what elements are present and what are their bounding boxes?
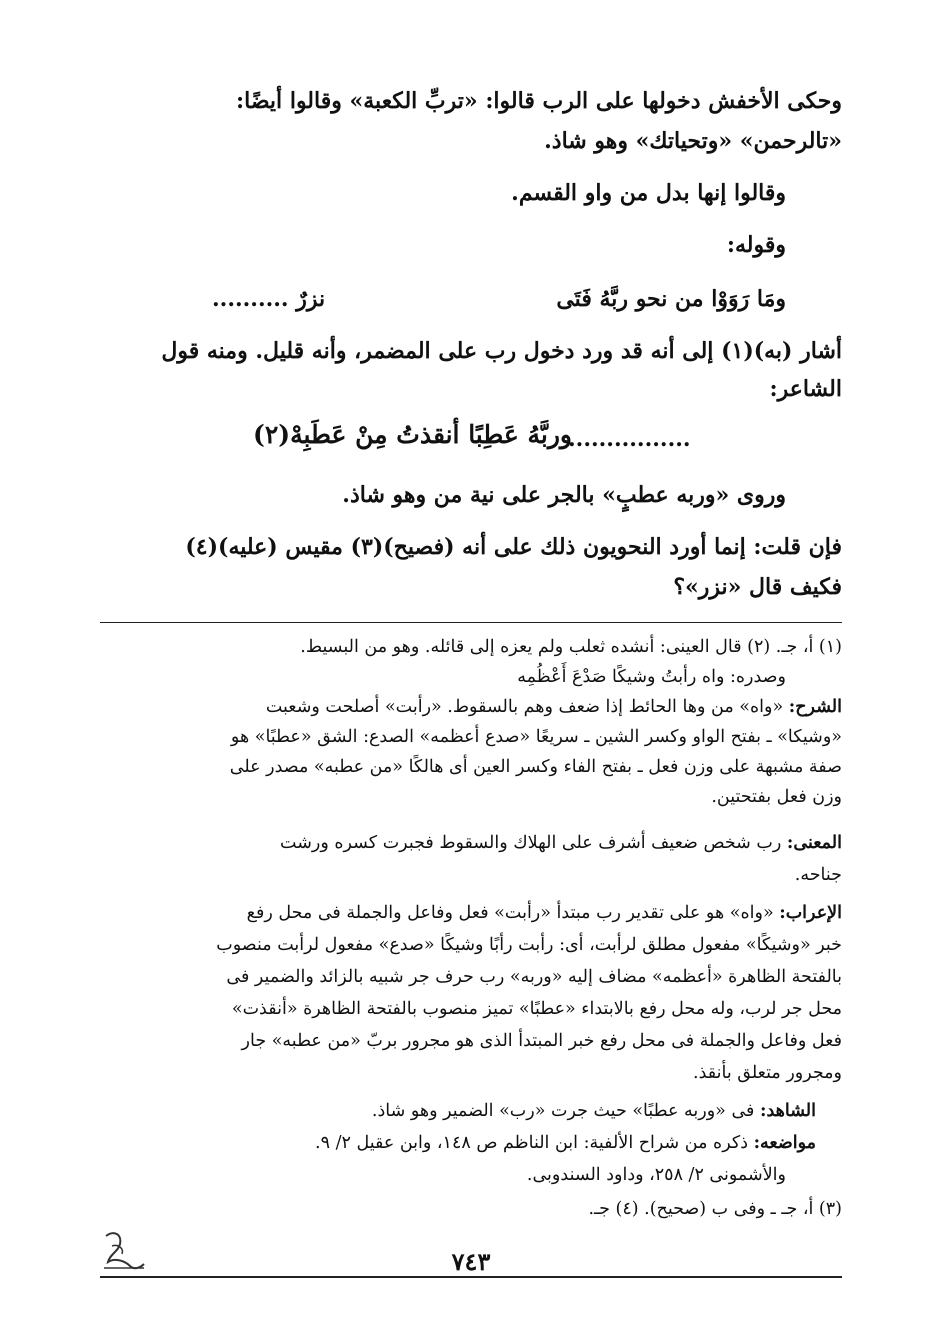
shahid-label: الشاهد: — [759, 1101, 816, 1121]
footnote-line: «وشيكا» ـ بفتح الواو وكسر الشين ـ سريعًا «صدع أعظمه» الصدع: الشق «عطبًا» هو — [230, 727, 842, 747]
footnote-line — [266, 694, 842, 720]
footnote-line: صفة مشبهة على وزن فعل ـ بفتح الفاء وكسر العين أى هالكًا «من عطبه» مصدر على — [229, 757, 842, 777]
verse-second-hemistich: نزرٌ .......... — [212, 286, 326, 312]
verse-dots: ................ — [568, 426, 691, 452]
verse-hemistich: وربَّهُ عَطِبًا أنقذتُ مِنْ عَطَبِهْ(٢) — [252, 420, 572, 449]
page-number: ٧٤٣ — [451, 1247, 491, 1276]
body-line: فكيف قال «نزر»؟ — [673, 574, 842, 600]
shahid-text: فى «وربه عطبًا» حيث جرت «رب» الضمير وهو شاذ. — [371, 1101, 755, 1121]
body-line: وقالوا إنها بدل من واو القسم. — [511, 180, 786, 206]
footnote-separator — [100, 622, 842, 623]
maana-text: رب شخص ضعيف أشرف على الهلاك والسقوط فجبرت كسره ورشت — [280, 833, 782, 853]
irab-text: «واه» هو على تقدير رب مبتدأ «رأبت» فعل وفاعل والجملة فى محل رفع — [246, 903, 774, 923]
footnote-line — [315, 1130, 816, 1156]
footnote-line: وزن فعل بفتحتين. — [711, 787, 842, 807]
body-line: الشاعر: — [769, 376, 842, 402]
footnote-line: جناحه. — [794, 865, 842, 885]
footnote-line: ومجرور متعلق بأنقذ. — [693, 1063, 842, 1083]
body-line: وروى «وربه عطبٍ» بالجر على نية من وهو شاذ. — [342, 482, 786, 508]
mawadi-label: مواضعه: — [753, 1133, 816, 1153]
page-bottom-rule — [100, 1276, 842, 1278]
footnote-line — [247, 900, 842, 926]
footnote-line: وصدره: واه رأبتُ وشيكًا صَدْعَ أَعْظُمِه — [517, 667, 786, 687]
footnote-line: والأشمونى ٢/ ٢٥٨، وداود السندوبى. — [526, 1165, 786, 1185]
footnote-line: (١) أ، جـ. (٢) قال العينى: أنشده ثعلب ولم يعزه إلى قائله. وهو من البسيط. — [300, 637, 842, 657]
maana-label: المعنى: — [786, 833, 842, 853]
verse-first-hemistich: ومَا رَوَوْا من نحو ربَّهُ فَتَى — [556, 286, 786, 312]
body-line: وقوله: — [726, 232, 786, 258]
footnote-line: محل جر لرب، وله محل رفع بالابتداء «عطبًا» تميز منصوب بالفتحة الظاهرة «أنقذت» — [231, 999, 842, 1019]
footnote-line: فعل وفاعل والجملة فى محل رفع خبر المبتدأ الذى هو مجرور بربّ «من عطبه» جار — [241, 1031, 842, 1051]
body-line: وحكى الأخفش دخولها على الرب قالوا: «تربِّ الكعبة» وقالوا أيضًا: — [236, 88, 842, 114]
footnote-line: بالفتحة الظاهرة «أعظمه» مضاف إليه «وربه» رب حرف جر شبيه بالزائد والضمير فى — [226, 967, 842, 987]
body-line: فإن قلت: إنما أورد النحويون ذلك على أنه (فصيح)(٣) مقيس (عليه)(٤) — [185, 534, 842, 560]
irab-label: الإعراب: — [779, 903, 842, 923]
footnote-line — [372, 1098, 816, 1124]
footnote-line: خبر «وشيكًا» مفعول مطلق لرأبت، أى: رأبت رأبًا وشيكًا «صدع» مفعول لرأبت منصوب — [216, 935, 842, 955]
body-line: أشار (به)(١) إلى أنه قد ورد دخول رب على المضمر، وأنه قليل. ومنه قول — [161, 338, 842, 364]
footnote-line: (٣) أ، جـ ـ وفى ب (صحيح). (٤) جـ. — [588, 1199, 842, 1219]
body-line: «تالرحمن» «وتحياتك» وهو شاذ. — [544, 128, 842, 154]
sharh-text: «واه» من وها الحائط إذا ضعف وهم بالسقوط. «رأبت» أصلحت وشعبت — [265, 697, 784, 717]
footnote-line — [280, 830, 842, 856]
mawadi-text: ذكره من شراح الألفية: ابن الناظم ص ١٤٨، وابن عقيل ٢/ ٩. — [315, 1133, 748, 1153]
sharh-label: الشرح: — [788, 697, 842, 717]
